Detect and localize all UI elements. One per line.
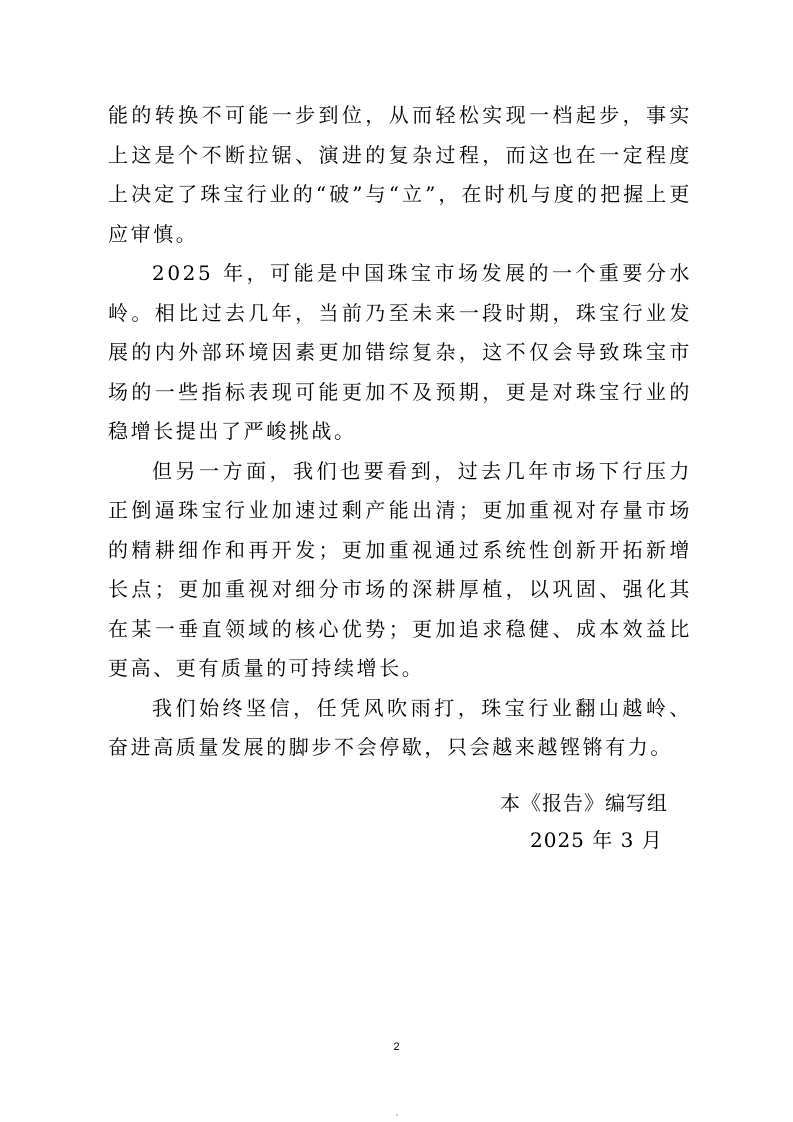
paragraph-conviction: 我们始终坚信，任凭风吹雨打，珠宝行业翻山越岭、奋进高质量发展的脚步不会停歇，只会越来越铿锵有力。 <box>108 695 692 759</box>
paragraph-watershed: 2025 年，可能是中国珠宝市场发展的一个重要分水岭。相比过去几年，当前乃至未来一段时期，珠宝行业发展的内外部环境因素更加错综复杂，这不仅会导致珠宝市场的一些指标表现可能更加不及预期，更是对珠宝行业的稳增长提出了严峻挑战。 <box>108 261 692 443</box>
page-number: 2 <box>393 1041 400 1053</box>
signature-organization: 本《报告》编写组 <box>500 791 668 815</box>
paragraph-on-the-other-hand: 但另一方面，我们也要看到，过去几年市场下行压力正倒逼珠宝行业加速过剩产能出清；更加重视对存量市场的精耕细作和再开发；更加重视通过系统性创新开拓新增长点；更加重视对细分市场的深耕厚植，以巩固、强化其在某一垂直领域的核心优势；更加追求稳健、成本效益比更高、更有质量的可持续增长。 <box>108 458 692 680</box>
signature-date: 2025 年 3 月 <box>530 828 663 852</box>
body-text <box>108 96 692 768</box>
footer-dot <box>396 1114 398 1116</box>
paragraph-continuation: 能的转换不可能一步到位，从而轻松实现一档起步，事实上这是个不断拉锯、演进的复杂过程，而这也在一定程度上决定了珠宝行业的“破”与“立”，在时机与度的把握上更应审慎。 <box>108 103 692 246</box>
